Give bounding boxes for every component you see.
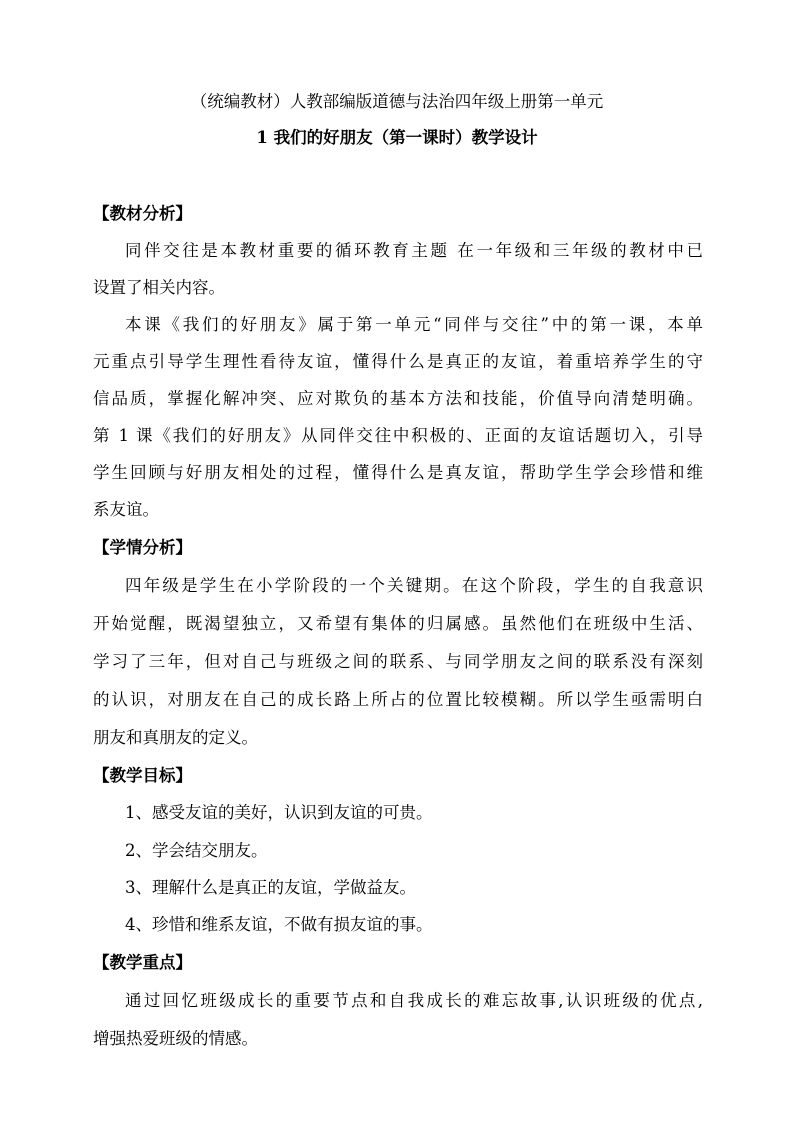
section-heading-focus: 【教学重点】: [93, 953, 192, 972]
analysis-line-1: 同伴交往是本教材重要的循环教育主题 在一年级和三年级的教材中已: [125, 241, 703, 260]
analysis-line-2: 设置了相关内容。: [93, 278, 225, 297]
students-line-3: 学习了三年，但对自己与班级之间的联系、与同学朋友之间的联系没有深刻: [93, 652, 703, 671]
analysis-line-8: 系友谊。: [93, 500, 159, 519]
section-heading-analysis: 【教材分析】: [93, 204, 192, 223]
students-line-5: 朋友和真朋友的定义。: [93, 728, 258, 747]
analysis-line-5: 信品质，掌握化解冲突、应对欺负的基本方法和技能，价值导向清楚明确。: [93, 389, 703, 408]
students-line-1: 四年级是学生在小学阶段的一个关键期。在这个阶段，学生的自我意识: [125, 576, 703, 595]
focus-line-1: 通过回忆班级成长的重要节点和自我成长的难忘故事,认识班级的优点,: [125, 991, 703, 1010]
students-line-4: 的认识，对朋友在自己的成长路上所占的位置比较模糊。所以学生亟需明白: [93, 690, 703, 709]
section-heading-goals: 【教学目标】: [93, 766, 192, 785]
goal-item-3: 3、理解什么是真正的友谊，学做益友。: [125, 878, 416, 897]
focus-line-2: 增强热爱班级的情感。: [93, 1029, 258, 1048]
goal-item-2: 2、学会结交朋友。: [125, 841, 268, 860]
analysis-line-4: 元重点引导学生理性看待友谊，懂得什么是真正的友谊，着重培养学生的守: [93, 352, 703, 371]
students-line-2: 开始觉醒，既渴望独立，又希望有集体的归属感。虽然他们在班级中生活、: [93, 614, 703, 633]
analysis-line-3: 本课《我们的好朋友》属于第一单元“同伴与交往”中的第一课，本单: [125, 315, 703, 334]
analysis-line-7: 学生回顾与好朋友相处的过程，懂得什么是真友谊，帮助学生学会珍惜和维: [93, 463, 703, 482]
analysis-line-6: 第 1 课《我们的好朋友》从同伴交往中积极的、正面的友谊话题切入，引导: [93, 426, 703, 445]
document-title: 1 我们的好朋友（第一课时）教学设计: [256, 128, 538, 147]
goal-item-4: 4、珍惜和维系友谊，不做有损友谊的事。: [125, 915, 433, 934]
section-heading-students: 【学情分析】: [93, 538, 192, 557]
document-subtitle: （统编教材）人教部编版道德与法治四年级上册第一单元: [190, 92, 604, 111]
goal-item-1: 1、感受友谊的美好，认识到友谊的可贵。: [125, 803, 433, 822]
